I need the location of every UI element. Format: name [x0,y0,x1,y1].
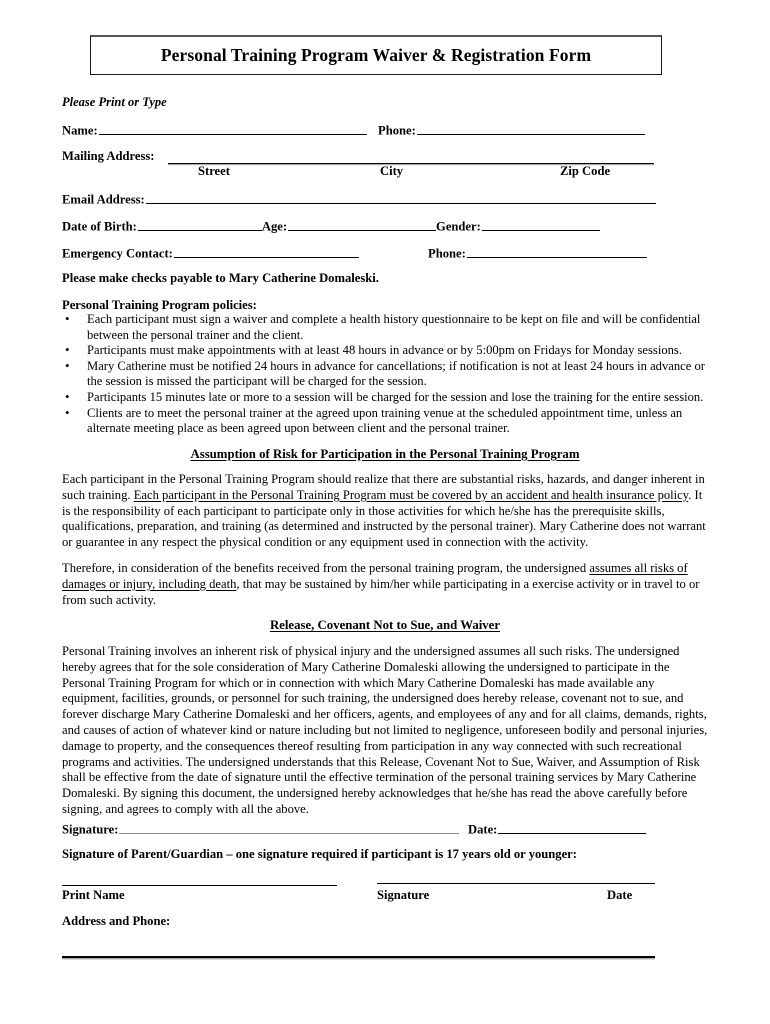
emergency-contact-input-line[interactable] [174,245,359,258]
address-and-phone-label: Address and Phone: [62,914,171,928]
emergency-phone-label: Phone: [428,246,466,261]
guardian-date-caption: Date [607,888,633,902]
signature-date-input-line[interactable] [498,821,646,834]
guardian-signature-caption: Signature [377,888,430,902]
aor-p2-part1: Therefore, in consideration of the benefits received from the personal training program, the undersigned [62,561,590,575]
signature-label: Signature: [62,822,119,837]
assumption-of-risk-heading [0,447,770,462]
list-item: • Clients are to meet the personal trainer at the agreed upon training venue at the scheduled appointment time, unless an alternate meeting place as been agreed upon between client and the personal trainer. [62,406,707,437]
list-item: • Participants 15 minutes late or more to a session will be charged for the session and lose the training for the entire session. [62,390,707,406]
page-title: Personal Training Program Waiver & Registration Form [160,45,592,65]
city-column-label: City [380,164,404,178]
print-name-caption: Print Name [62,888,125,902]
zip-column-label: Zip Code [560,164,611,178]
aor-p2-part2: , that may be sustained by him/her while participating in a exercise activity or in travel to or from such activity. [62,576,700,607]
policies-heading: Personal Training Program policies: [62,298,257,312]
policies-list [62,312,707,437]
phone-label: Phone: [378,123,416,138]
name-label: Name: [62,123,98,138]
list-item: • Mary Catherine must be notified 24 hours in advance for cancellations; if notification is not at least 24 hours in advance or the session is missed the participant will be charged for the session. [62,359,707,390]
form-title-box [90,35,662,75]
age-input-line[interactable] [288,218,436,231]
signature-row [62,821,459,838]
dob-age-gender-row [62,218,600,235]
signature-date-row [468,821,646,838]
mailing-address-label: Mailing Address: [62,149,155,163]
age-label: Age: [261,219,288,234]
emergency-contact-label: Emergency Contact: [62,246,173,261]
signature-input-line[interactable] [119,821,459,834]
gender-label: Gender: [436,219,481,234]
parent-guardian-note: Signature of Parent/Guardian – one signature required if participant is 17 years old or younger: [62,847,577,861]
emergency-phone-row [428,245,647,262]
print-name-line[interactable] [62,885,337,886]
date-of-birth-input-line[interactable] [138,218,262,231]
assumption-of-risk-heading-text: Assumption of Risk for Participation in the Personal Training Program [190,447,580,461]
email-field-row [62,191,656,208]
email-label: Email Address: [62,192,145,207]
phone-field-row [378,122,645,139]
signature-date-label: Date: [468,822,498,837]
phone-input-line[interactable] [417,122,645,135]
name-input-line[interactable] [99,122,367,135]
list-item: • Participants must make appointments with at least 48 hours in advance or by 5:00pm on Fridays for Monday sessions. [62,343,707,359]
aor-p1-underlined: Each participant in the Personal Training Program must be covered by an accident and health insurance policy [133,487,689,502]
payment-note: Please make checks payable to Mary Catherine Domaleski. [62,271,379,285]
emergency-contact-row [62,245,359,262]
list-item: • Each participant must sign a waiver and complete a health history questionnaire to be kept on file and will be confidential between the personal trainer and the client. [62,312,707,343]
email-input-line[interactable] [146,191,656,204]
aor-p2-underlined: assumes all risks of damages or injury, including death [62,561,688,591]
date-of-birth-label: Date of Birth: [62,219,137,234]
assumption-of-risk-paragraph-1 [62,472,708,551]
release-heading [0,618,770,633]
address-and-phone-line[interactable] [62,956,655,958]
print-or-type-instruction: Please Print or Type [62,95,167,109]
release-paragraph: Personal Training involves an inherent risk of physical injury and the undersigned assumes all such risks. The undersigned hereby agrees that for the sole consideration of Mary Catherine Domaleski allowing the undersigned to participate in the Personal Training Program for which or in connection with which Mary Catherine Domaleski has made available any equipment, facilities, grounds, or personnel for such training, the undersigned does hereby release, covenant not to sue, and forever discharge Mary Catherine Domaleski and her officers, agents, and employees of any and for all claims, demands, rights, and causes of action of whatever kind or nature including but not limited to negligence, unforeseen bodily and personal injuries, damage to property, and the consequences thereof resulting from participation in any way connected with such recreational programs and activities. The undersigned understands that this Release, Covenant Not to Sue, Waiver, and Assumption of Risk shall be effective from the date of signature until the effective termination of the personal training services by Mary Catherine Domaleski. By signing this document, the undersigned hereby acknowledges that he/she has read the above carefully before signing, and agrees to comply with all the above. [62,644,708,816]
assumption-of-risk-paragraph-2 [62,561,708,608]
emergency-phone-input-line[interactable] [467,245,647,258]
release-heading-text: Release, Covenant Not to Sue, and Waiver [269,618,501,632]
aor-p1-part2: . It is the responsibility of each participant to participate only in those activities for which he/she has the prerequisite skills, qualifications, preparation, and training (as determined and instructed by the personal trainer). Mary Catherine does not warrant or guarantee in any respect the physical condition or any equipment used in connection with the activity. [62,487,706,550]
mailing-address-row [62,149,155,164]
name-field-row [62,122,367,139]
street-column-label: Street [198,164,230,178]
aor-p1-part1: Each participant in the Personal Training Program should realize that there are substantial risks, hazards, and danger inherent in such training. [62,472,705,502]
guardian-signature-line[interactable] [377,883,655,884]
gender-input-line[interactable] [482,218,600,231]
